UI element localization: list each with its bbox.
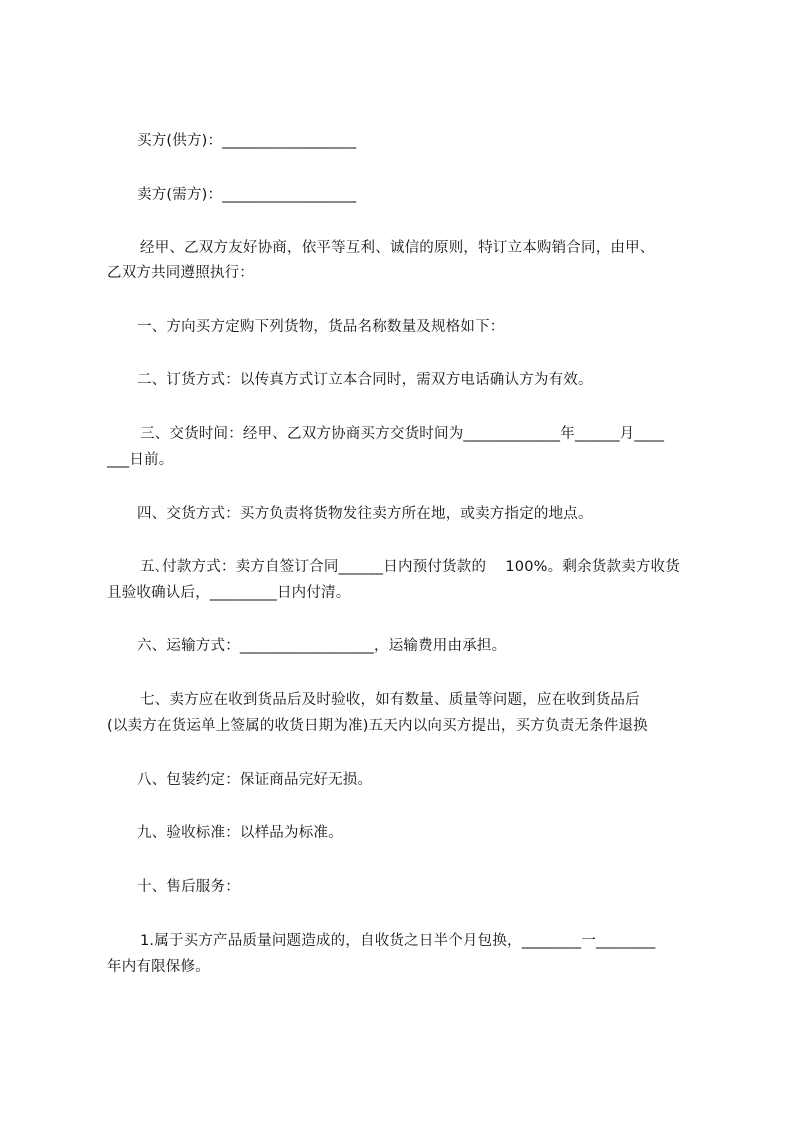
clause-3-line-1: 三、交货时间：经甲、乙双方协商买方交货时间为_____________年______月____ xyxy=(140,426,665,442)
clause-5-line-1: 五､付款方式：卖方自签订合同______日内预付货款的 100%。剩余货款卖方收货 xyxy=(140,559,680,575)
clause-10-item-1-line-2: 年内有限保修。 xyxy=(107,959,210,975)
clause-6: 六、运输方式：__________________，运输费用由承担。 xyxy=(137,638,507,654)
intro-line-2: 乙双方共同遵照执行： xyxy=(107,265,254,281)
clause-10: 十、售后服务： xyxy=(137,879,240,895)
clause-9: 九、验收标准：以样品为标准。 xyxy=(137,825,343,841)
clause-1: 一、方向买方定购下列货物，货品名称数量及规格如下： xyxy=(137,319,505,335)
clause-5-line-2: 且验收确认后，_________日内付清。 xyxy=(107,585,351,601)
clause-3-line-2: ___日前。 xyxy=(107,452,174,468)
clause-4: 四、交货方式：买方负责将货物发往卖方所在地，或卖方指定的地点。 xyxy=(137,506,593,522)
intro-line-1: 经甲、乙双方友好协商，依平等互利、诚信的原则，特订立本购销合同，由甲、 xyxy=(140,240,655,256)
buyer-line: 买方(供方)：__________________ xyxy=(137,133,357,149)
clause-10-item-1-line-1: 1.属于买方产品质量问题造成的，自收货之日半个月包换，________一________ xyxy=(140,933,656,949)
seller-line: 卖方(需方)：__________________ xyxy=(137,187,357,203)
clause-8: 八、包装约定：保证商品完好无损。 xyxy=(137,772,373,788)
clause-2: 二、订货方式：以传真方式订立本合同时，需双方电话确认方为有效。 xyxy=(137,372,593,388)
clause-7-line-1: 七、卖方应在收到货品后及时验收，如有数量、质量等问题，应在收到货品后 xyxy=(140,692,640,708)
clause-7-line-2: (以卖方在货运单上签属的收货日期为准)五天内以向买方提出，买方负责无条件退换 xyxy=(107,718,648,734)
